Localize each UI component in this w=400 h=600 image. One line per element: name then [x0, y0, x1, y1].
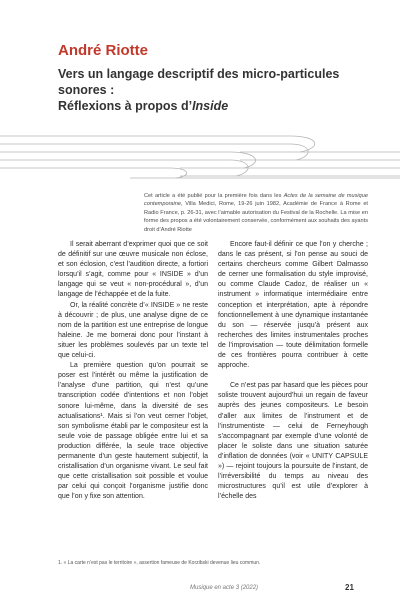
- page-number: 21: [345, 583, 354, 592]
- paragraph: Or, la réalité concrète d’« INSIDE » ne reste à découvrir ; de plus, une analyse digne de ce nom de la partition est une entreprise de longue haleine. Je me bornerai donc pour l’instant à situer les problèmes soulevés par un texte tel que celui-ci.: [58, 301, 208, 360]
- paragraph: Il serait aberrant d’exprimer quoi que ce soit de définitif sur une œuvre musicale non éclose, et son éclosion, c’est l’audition directe, a fortiori lorsqu’il s’agit, comme pour « INSIDE » d’un langage qui se veut « non-procédural », d’un langage de l’échappée et de la fuite.: [58, 241, 208, 299]
- paragraph-gap: [218, 371, 368, 381]
- paragraph: Encore faut-il définir ce que l’on y cherche ; dans le cas présent, si l’on pense au souci de certains chercheurs comme Gilbert Dalmasso de cerner une formalisation du style improvisé, ou comme Claude Cadoz, de réaliser un « instrument » informatique intermédiaire entre conception et interprétation, apte à répondre fonctionnellement à une dynamique instantanée du son — réservée jusqu’à présent aux recherches des limites instrumentales proches de l’improvisation — toute délimitation formelle de ces frontières pourra contribuer à cette approche.: [218, 241, 368, 370]
- music-staff-decoration: [0, 130, 400, 180]
- title-subtitle: [58, 98, 358, 114]
- publication-note: [144, 192, 368, 234]
- footnote: 1. « La carte n’est pas le territoire », assertion fameuse de Korzibski devenue lieu commun.: [58, 560, 261, 566]
- title-sub-italic: Inside: [192, 99, 229, 113]
- journal-folio: Musique en acte 3 (2022): [190, 585, 259, 591]
- note-italic: Actes de la semaine de musique contemporaine: [144, 193, 368, 208]
- note-part1: Cet article a été publié pour la première fois dans les: [144, 193, 284, 199]
- author-name: André Riotte: [58, 42, 148, 59]
- note-part2: , Villa Medici, Rome, 19-26 juin 1982, Académie de France à Rome et Radio France, p. 26-31, avec l’aimable autorisation du Festival de la Rochelle. La mise en forme des propos a été volontairement conservée, conformément aux souhaits des ayants droit d’André Riotte: [144, 201, 368, 233]
- paragraph: La première question qu’on pourrait se poser est l’intérêt ou même la justification de l’analyse d’une partition, qui n’est qu’une transcription codée d’intentions et non l’objet sonore lui-même, dans la diversité de ses actualisations¹. Mais si l’on veut cerner l’objet, son symbolisme établi par le compositeur est la seule voie de passage obligée entre lui et sa production différée, la seule trace objective permanente d’un geste hautement subjectif, la cristallisation d’un organisme vivant. Le seul fait que cette cristallisation soit possible et voulue par celui qui conçoit l’organisme justifie donc que l’on y fixe son attention.: [58, 362, 208, 501]
- paragraph: Ce n’est pas par hasard que les pièces pour soliste trouvent aujourd’hui un regain de faveur auprès des jeunes compositeurs. Le besoin d’aller aux limites de l’instrument et de l’instrumentiste — celui de Ferneyhough s’accompagnant par exemple d’une volonté de placer le soliste dans une situation saturée d’inflation de données (voir « UNITY CAPSULE ») — rejoint toujours la poursuite de l’instant, de l’irréversibilité du temps au niveau des microstructures qu’il est utile d’explorer à l’échelle des: [218, 382, 368, 501]
- title-sub-prefix: Réflexions à propos d’: [58, 99, 193, 113]
- title-main: Vers un langage descriptif des micro-particules sonores :: [58, 67, 340, 97]
- article-title: [58, 66, 358, 114]
- right-column: [218, 240, 368, 502]
- left-column: [58, 240, 208, 502]
